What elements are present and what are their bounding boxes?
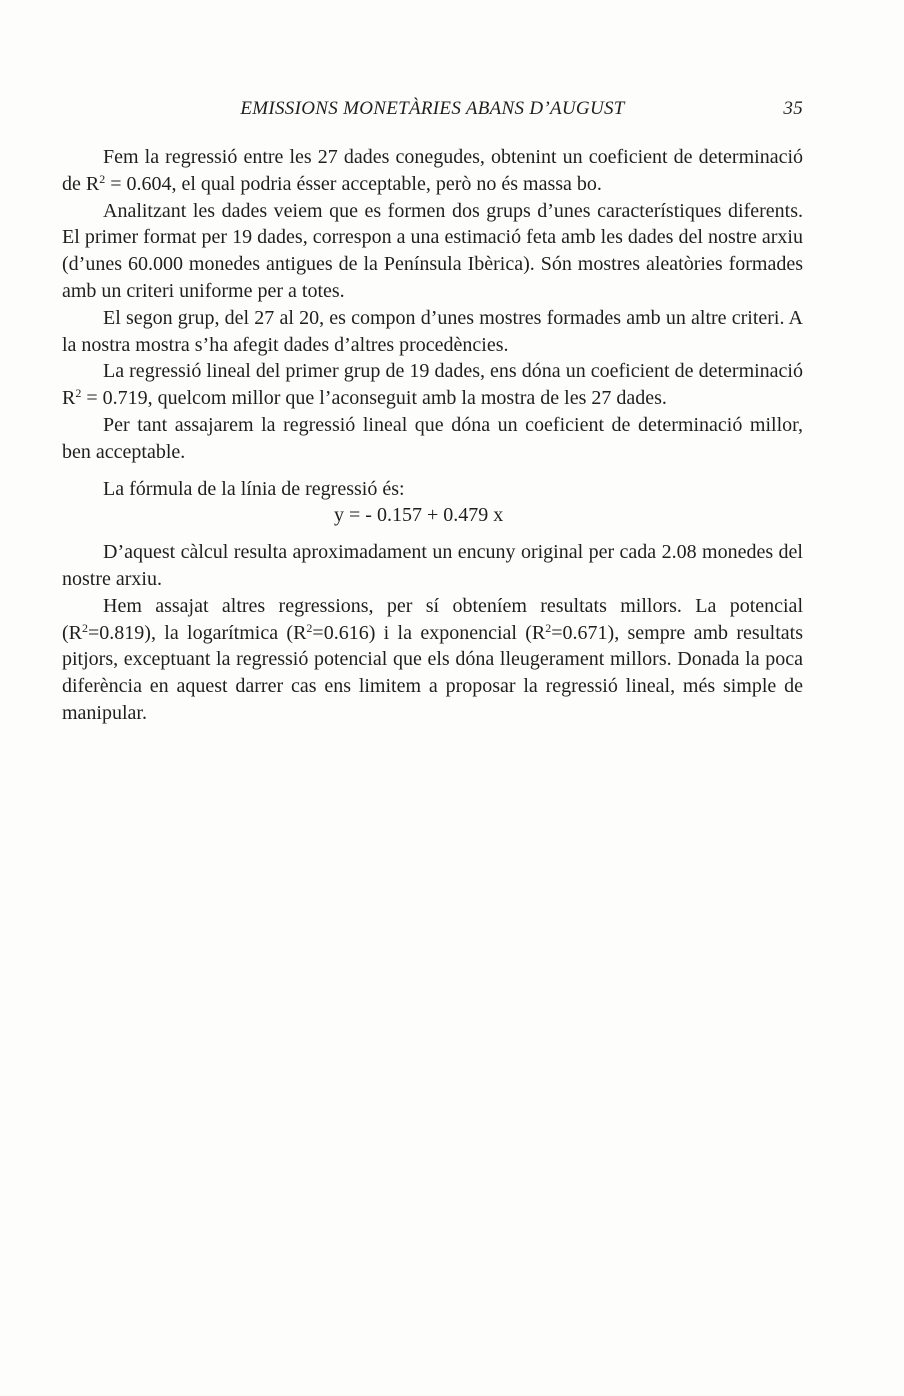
paragraph-text: = 0.719, quelcom millor que l’aconseguit amb la mostra de les 27 dades.: [81, 387, 667, 410]
superscript: 2: [306, 620, 313, 635]
paragraph-conclusion: Per tant assajarem la regressió lineal que dóna un coeficient de determinació millor, ben acceptable.: [62, 413, 803, 463]
paragraph-text: =0.819), la logarítmica (R: [88, 621, 307, 644]
body-text: [62, 144, 803, 727]
paragraph-text: Fem la regressió entre les 27 dades conegudes, obtenint un coeficient de determinació de R: [62, 146, 803, 195]
running-header-title: EMISSIONS MONETÀRIES ABANS D’AUGUST: [240, 98, 625, 119]
superscript: 2: [99, 171, 106, 186]
page-number: 35: [783, 98, 803, 119]
paragraph-text: =0.671), sempre amb resultats pitjors, exceptuant la regressió potencial que els dóna lleugerament millors. Donada la poca diferència en aquest darrer cas ens limitem a proposar la regressió lineal, més simple de manipular.: [62, 621, 804, 724]
paragraph-text: Hem assajat altres regressions, per sí obteníem resultats millors. La potencial (R: [62, 594, 803, 644]
superscript: 2: [82, 620, 88, 635]
paragraph-text: =0.616) i la exponencial (R: [312, 621, 546, 644]
paragraph-second-group: El segon grup, del 27 al 20, es compon d’unes mostres formades amb un altre criteri. A la nostra mostra s’ha afegit dades d’altres procedències.: [62, 306, 803, 356]
paragraph-formula-intro: La fórmula de la línia de regressió és:: [103, 477, 405, 500]
paragraph-text: La regressió lineal del primer grup de 19 dades, ens dóna un coeficient de determinació R: [62, 360, 803, 410]
superscript: 2: [75, 386, 82, 401]
paragraph-regression-first-group: [62, 358, 803, 412]
superscript: 2: [545, 620, 552, 635]
paragraph-other-regressions: [62, 593, 803, 727]
running-header: [62, 98, 803, 124]
regression-formula: y = - 0.157 + 0.479 x: [334, 504, 504, 527]
paragraph-regression-all: [62, 144, 803, 198]
paragraph-text: = 0.604, el qual podria ésser acceptable, però no és massa bo.: [105, 172, 602, 195]
paragraph-groups: Analitzant les dades veiem que es formen dos grups d’unes característiques diferents. El primer format per 19 dades, correspon a una estimació feta amb les dades del nostre arxiu (d’unes 60.000 monedes antigues de la Península Ibèrica). Són mostres aleatòries formades amb un criteri uniforme per a totes.: [62, 199, 803, 302]
paragraph-calculation: D’aquest càlcul resulta aproximadament un encuny original per cada 2.08 monedes del nostre arxiu.: [62, 541, 803, 590]
